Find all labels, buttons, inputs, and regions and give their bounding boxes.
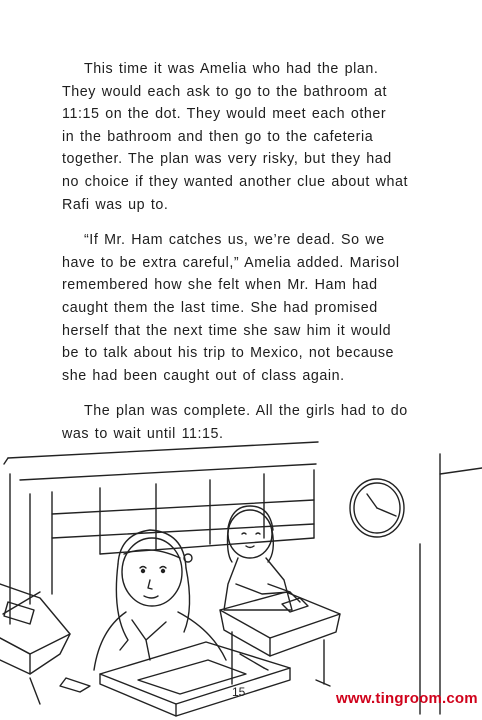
text-line: no choice if they wanted another clue about what bbox=[62, 173, 408, 190]
text-line: was to wait until 11:15. bbox=[62, 425, 224, 442]
text-line: remembered how she felt when Mr. Ham had bbox=[62, 277, 378, 294]
page-number: 15 bbox=[232, 685, 246, 699]
story-text bbox=[62, 58, 418, 459]
back-desk bbox=[220, 592, 340, 686]
student-girl-back bbox=[224, 506, 300, 610]
student-girl-front bbox=[94, 530, 226, 670]
text-line: Rafi was up to. bbox=[62, 196, 169, 213]
left-desk bbox=[0, 584, 90, 704]
text-line: she had been caught out of class again. bbox=[62, 367, 345, 384]
text-line: They would each ask to go to the bathroom at bbox=[62, 83, 388, 100]
paragraph-2 bbox=[62, 229, 418, 387]
text-line: “If Mr. Ham catches us, we’re dead. So we bbox=[84, 232, 385, 249]
text-line: together. The plan was very risky, but they had bbox=[62, 151, 392, 168]
text-line: 11:15 on the dot. They would meet each other bbox=[62, 106, 387, 123]
paragraph-1 bbox=[62, 58, 418, 216]
text-line: be to talk about his trip to Mexico, not because bbox=[62, 345, 395, 362]
text-line: in the bathroom and then go to the cafeteria bbox=[62, 128, 374, 145]
text-line: caught them the last time. She had promised bbox=[62, 299, 378, 316]
clock-icon bbox=[350, 479, 404, 537]
text-line: The plan was complete. All the girls had to do bbox=[84, 403, 408, 420]
text-line: have to be extra careful,” Amelia added. Marisol bbox=[62, 254, 400, 271]
side-wall bbox=[420, 454, 482, 714]
text-line: This time it was Amelia who had the plan. bbox=[84, 61, 379, 77]
classroom-illustration bbox=[0, 434, 482, 720]
front-desk bbox=[100, 642, 290, 716]
watermark-link[interactable]: www.tingroom.com bbox=[336, 690, 478, 707]
text-line: herself that the next time she saw him it would bbox=[62, 322, 392, 339]
